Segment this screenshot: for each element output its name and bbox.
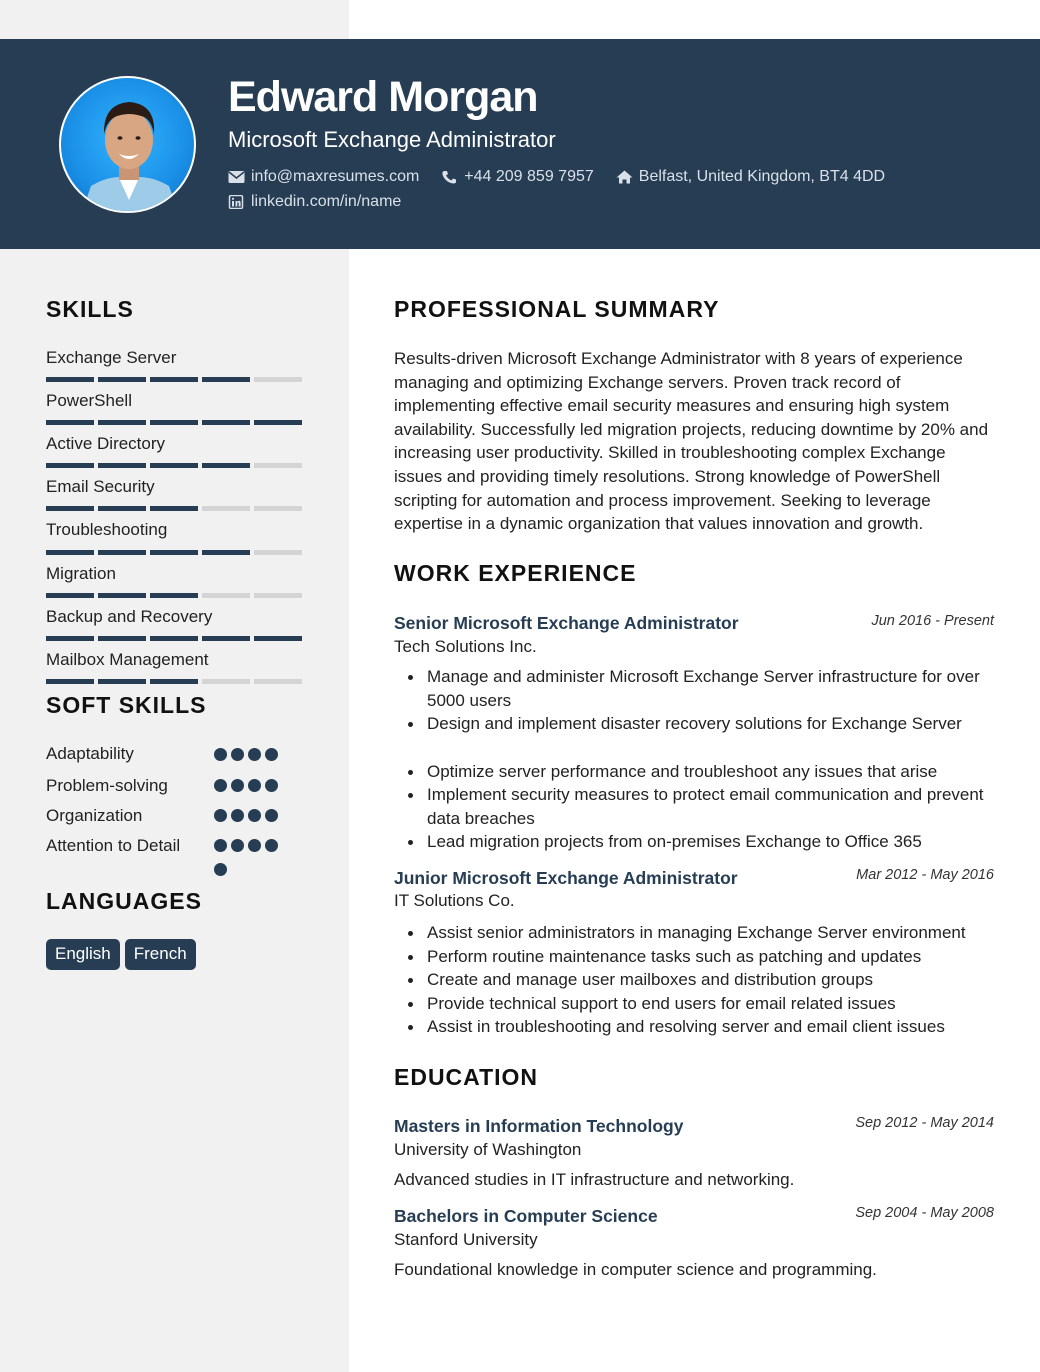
skill-label: Exchange Server [46,348,177,367]
degree-date: Sep 2004 - May 2008 [855,1205,994,1221]
list-item: Implement security measures to protect email communication and prevent data breaches [394,783,999,830]
skill-bar-segment [202,463,250,468]
rating-dot [248,779,261,792]
skill-bar-segment [150,636,198,641]
email-text: info@maxresumes.com [251,168,420,185]
degree-date: Sep 2012 - May 2014 [855,1115,994,1131]
skill-bar-segment [46,593,94,598]
list-item: Perform routine maintenance tasks such as patching and updates [394,945,999,969]
skill-bar-segment [202,506,250,511]
job-bullets [394,921,999,1039]
skill-label: PowerShell [46,391,132,410]
list-item: Assist senior administrators in managing Exchange Server environment [394,921,999,945]
list-item: Create and manage user mailboxes and distribution groups [394,968,999,992]
list-item: Lead migration projects from on-premises Exchange to Office 365 [394,830,999,854]
skill-bar [46,463,302,469]
list-item: Design and implement disaster recovery solutions for Exchange Server [394,712,999,736]
degree-title: Masters in Information Technology [394,1116,684,1136]
skill-bar-segment [202,679,250,684]
candidate-name: Edward Morgan [228,73,538,121]
job-date: Mar 2012 - May 2016 [856,867,994,883]
linkedin-text: linkedin.com/in/name [251,193,402,210]
rating-dot [214,809,227,822]
rating-dot [265,809,278,822]
contact-email[interactable] [228,168,419,186]
rating-dot [231,748,244,761]
skill-bar-segment [202,377,250,382]
language-tag: French [125,939,196,970]
skill-bar [46,420,302,426]
job-date: Jun 2016 - Present [871,613,994,629]
soft-skills-heading: SOFT SKILLS [46,692,207,718]
rating-dot [231,809,244,822]
skill-bar-segment [46,377,94,382]
skill-bar-segment [46,506,94,511]
skill-label: Active Directory [46,434,166,453]
skill-bar-segment [46,420,94,425]
avatar [59,76,196,213]
skill-bar [46,636,302,642]
contact-linkedin[interactable] [228,193,401,211]
candidate-title: Microsoft Exchange Administrator [228,127,556,152]
skill-bar-segment [202,550,250,555]
summary-heading: PROFESSIONAL SUMMARY [394,296,720,322]
skill-bar-segment [150,593,198,598]
skill-bar-segment [254,550,302,555]
phone-text: +44 209 859 7957 [464,168,594,185]
soft-skill-dots [214,839,282,852]
job-title: Senior Microsoft Exchange Administrator [394,613,739,633]
rating-dot [248,748,261,761]
skill-bar-segment [46,463,94,468]
envelope-icon [228,170,245,184]
rating-dot [265,839,278,852]
skill-bar-segment [150,679,198,684]
rating-dot [248,839,261,852]
skill-bar-segment [254,593,302,598]
list-item: Provide technical support to end users for email related issues [394,992,999,1016]
job-company: IT Solutions Co. [394,891,515,910]
skill-bar [46,550,302,556]
job-company: Tech Solutions Inc. [394,637,537,656]
education-description: Advanced studies in IT infrastructure and networking. [394,1170,795,1189]
skill-bar-segment [254,679,302,684]
skill-label: Migration [46,564,116,583]
rating-dot [265,748,278,761]
location-text: Belfast, United Kingdom, BT4 4DD [638,168,886,185]
phone-icon [441,170,458,184]
skill-bar-segment [150,463,198,468]
list-item: Assist in troubleshooting and resolving server and email client issues [394,1015,999,1039]
skill-bar-segment [46,679,94,684]
skill-bar-segment [150,377,198,382]
skill-bar [46,679,302,685]
education-heading: EDUCATION [394,1064,539,1090]
soft-skill-dots [214,863,231,876]
rating-dot [231,839,244,852]
list-item: Optimize server performance and troubleshoot any issues that arise [394,760,999,784]
rating-dot [248,809,261,822]
languages-heading: LANGUAGES [46,888,202,914]
language-tag: English [46,939,120,970]
skill-bar-segment [98,506,146,511]
rating-dot [265,779,278,792]
contact-row [228,168,907,186]
soft-skill-dots [214,809,282,822]
skill-bar-segment [46,636,94,641]
school-name: University of Washington [394,1140,582,1159]
degree-title: Bachelors in Computer Science [394,1206,658,1226]
soft-skill-dots [214,779,282,792]
rating-dot [214,863,227,876]
skill-bar [46,377,302,383]
skill-bar-segment [46,550,94,555]
soft-skill-dots [214,748,282,761]
rating-dot [214,748,227,761]
linkedin-icon [228,195,245,209]
languages-list [46,939,201,970]
job-title: Junior Microsoft Exchange Administrator [394,868,738,888]
skill-bar-segment [254,636,302,641]
skill-bar-segment [98,377,146,382]
summary-text: Results-driven Microsoft Exchange Administrator with 8 years of experience managing and optimizing Exchange servers. Proven track record of implementing effective email security measures and ensuring high system availability. Successfully led migration projects, reducing downtime by 20% and increasing user productivity. Skilled in troubleshooting complex Exchange issues and providing timely resolutions. Strong knowledge of PowerShell scripting for automation and process improvement. Seeking to leverage expertise in a dynamic organization that values innovation and growth. [394,349,989,534]
soft-skill-label: Organization [46,806,143,825]
soft-skill-label: Attention to Detail [46,836,181,855]
rating-dot [214,779,227,792]
skill-bar-segment [150,550,198,555]
resume-header [0,39,1040,249]
home-icon [616,170,633,184]
skill-bar-segment [254,506,302,511]
contact-row [228,193,423,211]
skill-bar [46,593,302,599]
skill-bar-segment [98,463,146,468]
rating-dot [214,839,227,852]
contact-phone[interactable] [441,168,593,186]
experience-heading: WORK EXPERIENCE [394,560,637,586]
skill-bar-segment [98,679,146,684]
skill-bar-segment [254,463,302,468]
job-bullets [394,665,999,854]
skill-bar-segment [98,550,146,555]
skill-bar-segment [202,636,250,641]
skill-bar-segment [202,420,250,425]
skills-heading: SKILLS [46,296,134,322]
skill-bar-segment [254,420,302,425]
education-description: Foundational knowledge in computer science and programming. [394,1260,877,1279]
skill-bar-segment [98,420,146,425]
soft-skill-label: Problem-solving [46,776,168,795]
skill-bar [46,506,302,512]
skill-bar-segment [98,636,146,641]
school-name: Stanford University [394,1230,538,1249]
skill-bar-segment [202,593,250,598]
list-item: Manage and administer Microsoft Exchange Server infrastructure for over 5000 users [394,665,999,712]
soft-skill-label: Adaptability [46,744,134,763]
skill-label: Backup and Recovery [46,607,213,626]
skill-label: Email Security [46,477,155,496]
skill-bar-segment [150,420,198,425]
skill-bar-segment [254,377,302,382]
skill-bar-segment [98,593,146,598]
skill-bar-segment [150,506,198,511]
contact-location [616,168,885,186]
skill-label: Troubleshooting [46,520,168,539]
rating-dot [231,779,244,792]
skill-label: Mailbox Management [46,650,209,669]
